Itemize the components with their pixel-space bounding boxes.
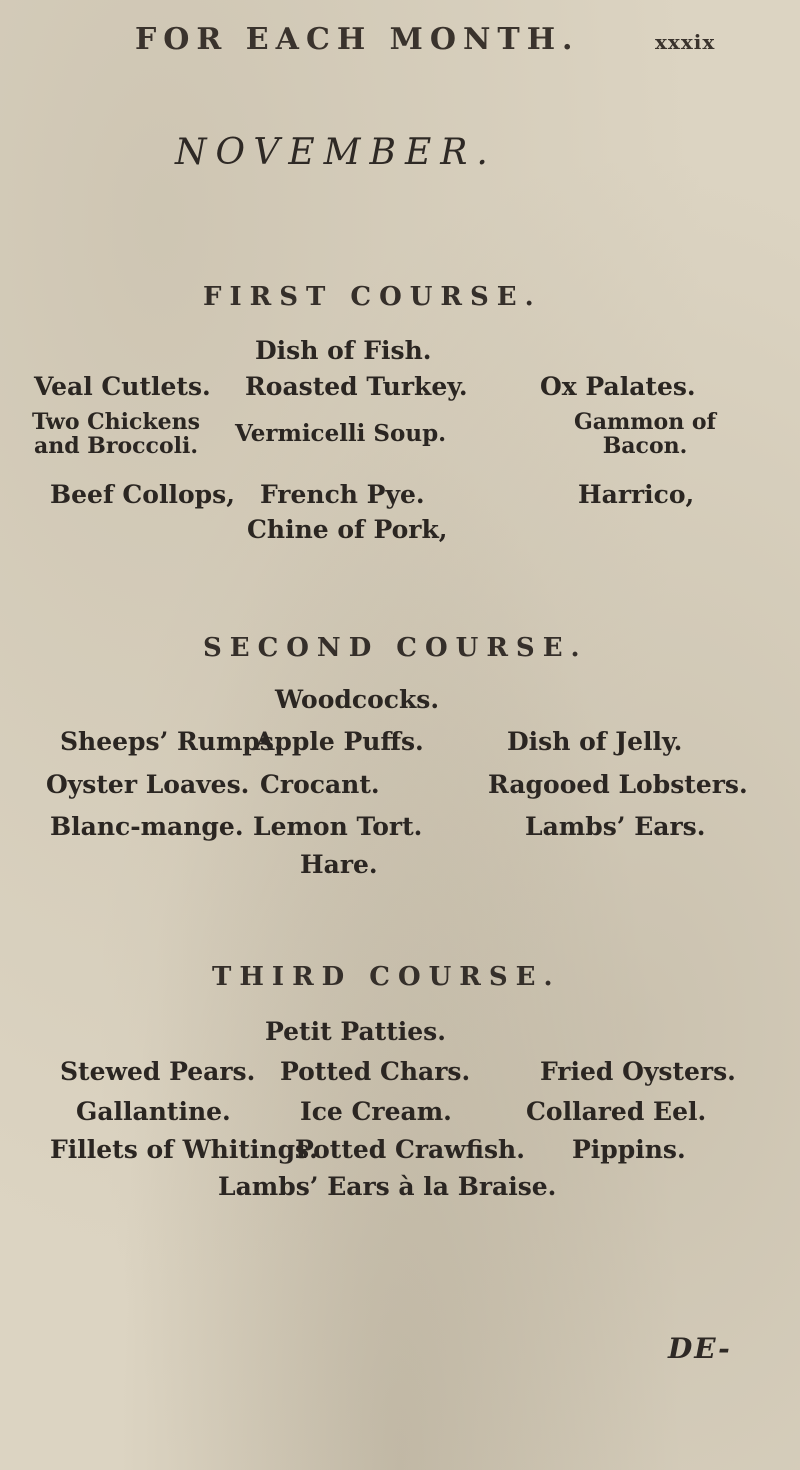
third-course-dish: Potted Chars. [280, 1057, 471, 1086]
second-course-dish: Dish of Jelly. [507, 727, 683, 756]
first-course-dish: French Pye. [260, 480, 425, 509]
first-course-dish-two-line [545, 410, 745, 458]
dish-line: and Broccoli. [34, 433, 198, 459]
third-course-dish: Potted Crawfish. [295, 1135, 525, 1164]
second-course-heading: SECOND COURSE. [203, 633, 588, 663]
third-course-top-dish: Petit Patties. [265, 1017, 446, 1046]
first-course-heading: FIRST COURSE. [203, 282, 542, 312]
second-course-top-dish: Woodcocks. [275, 685, 440, 714]
third-course-dish: Fried Oysters. [540, 1057, 736, 1086]
page-number: xxxix [655, 30, 716, 54]
second-course-bottom-dish: Hare. [300, 850, 378, 879]
first-course-dish: Roasted Turkey. [245, 372, 468, 401]
month-title: NOVEMBER. [175, 132, 497, 173]
third-course-dish: Stewed Pears. [60, 1057, 256, 1086]
third-course-dish: Gallantine. [76, 1097, 231, 1126]
dish-line: Gammon of [573, 409, 717, 435]
dish-line: Two Chickens [31, 409, 201, 435]
catchword: DE- [668, 1332, 732, 1365]
third-course-dish: Pippins. [572, 1135, 686, 1164]
second-course-dish: Blanc-mange. [50, 812, 244, 841]
second-course-dish: Lemon Tort. [253, 812, 423, 841]
first-course-dish: Vermicelli Soup. [235, 420, 447, 447]
dish-line: Bacon. [602, 433, 688, 459]
third-course-dish: Collared Eel. [526, 1097, 707, 1126]
third-course-bottom-dish: Lambs’ Ears à la Braise. [218, 1172, 557, 1201]
first-course-dish: Harrico, [578, 480, 695, 509]
first-course-dish: Ox Palates. [540, 372, 696, 401]
second-course-dish: Crocant. [260, 770, 380, 799]
second-course-dish: Ragooed Lobsters. [488, 770, 748, 799]
second-course-dish: Lambs’ Ears. [525, 812, 706, 841]
third-course-dish: Fillets of Whitings. [50, 1135, 318, 1164]
first-course-bottom-dish: Chine of Pork, [247, 515, 448, 544]
first-course-dish: Beef Collops, [50, 480, 235, 509]
third-course-heading: THIRD COURSE. [212, 962, 561, 992]
running-head: FOR EACH MONTH. [135, 22, 580, 57]
second-course-dish: Apple Puffs. [255, 727, 424, 756]
first-course-dish-two-line [16, 410, 216, 458]
second-course-dish: Sheeps’ Rumps. [60, 727, 283, 756]
second-course-dish: Oyster Loaves. [46, 770, 250, 799]
first-course-dish: Veal Cutlets. [34, 372, 211, 401]
third-course-dish: Ice Cream. [300, 1097, 452, 1126]
first-course-top-dish: Dish of Fish. [255, 336, 432, 365]
